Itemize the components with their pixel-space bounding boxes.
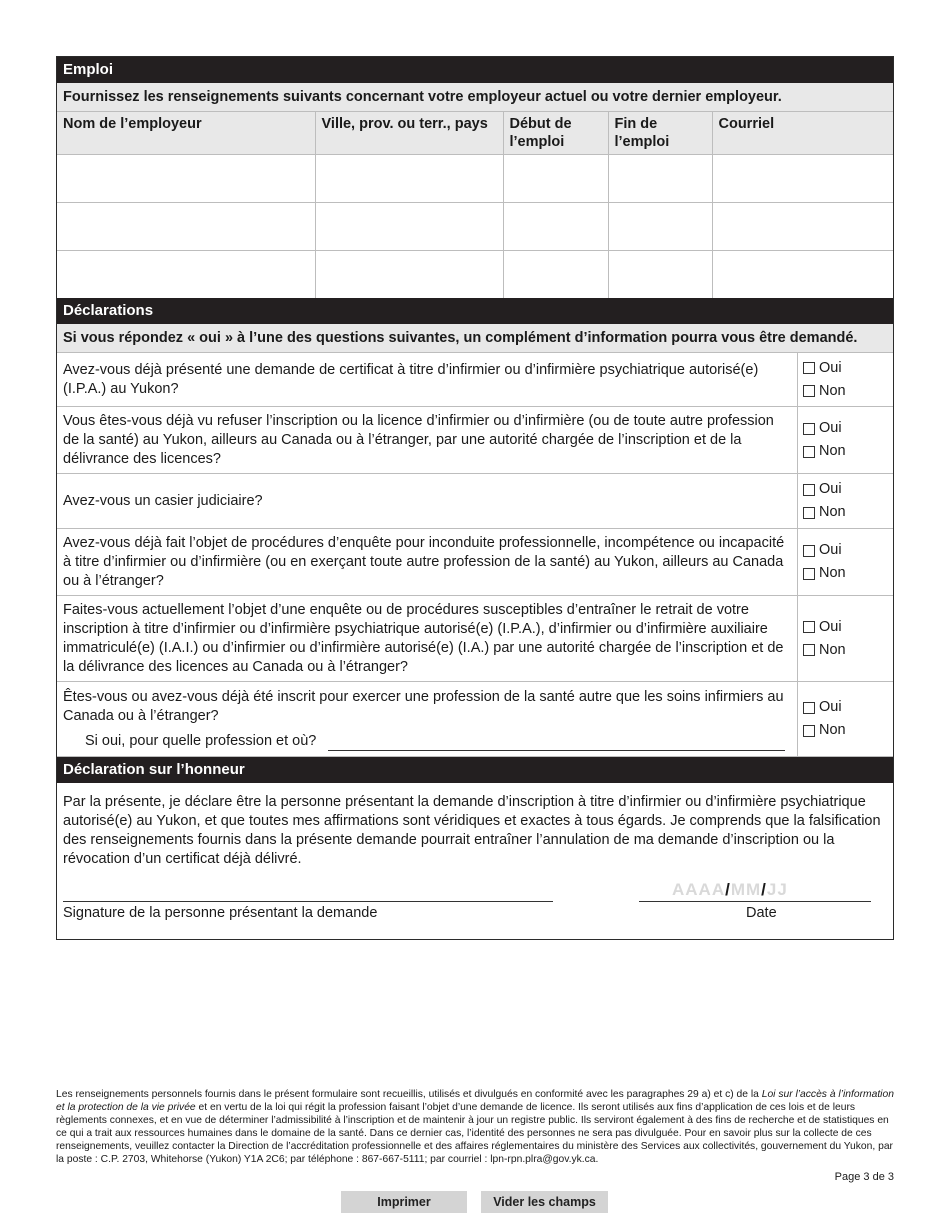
question-text: Faites-vous actuellement l’objet d’une enquête ou de procédures susceptibles d’entraîner le retrait de votre inscription à titre d’infirmier ou d’infirmière psychiatrique autorisé(e) (I.P.A.), d’infirmier ou d’infirmière auxiliaire immatriculé(e) (I.A.I.) ou d’infirmier ou d’infirmière autorisé(e) (I.A.) par une autorité chargée de l’inscription et de la délivrance des licences au Canada ou à l’étranger? [57, 596, 798, 681]
followup-row [63, 732, 791, 751]
employment-instruction: Fournissez les renseignements suivants concernant votre employeur actuel ou votre dernier employeur. [57, 83, 893, 112]
signature-row [57, 877, 893, 939]
checkbox-no[interactable] [803, 385, 815, 397]
email-input[interactable] [713, 250, 898, 299]
email-cell[interactable] [712, 203, 893, 251]
employer-name-cell[interactable] [57, 155, 315, 203]
yes-label: Oui [819, 420, 842, 436]
date-separator: / [725, 880, 731, 899]
answer-options [798, 407, 893, 473]
followup-label: Si oui, pour quelle profession et où? [85, 732, 317, 749]
date-label: Date [746, 905, 777, 921]
no-label: Non [819, 382, 846, 399]
checkbox-yes[interactable] [803, 362, 815, 374]
email-input[interactable] [713, 202, 898, 251]
column-end-date: Fin de l’emploi [608, 112, 712, 155]
yes-label: Oui [819, 542, 842, 558]
declarations-section-title: Déclarations [57, 298, 893, 324]
employer-name-input[interactable] [57, 154, 319, 203]
checkbox-no[interactable] [803, 568, 815, 580]
no-label: Non [819, 504, 846, 520]
question-text: Avez-vous déjà fait l’objet de procédures d’enquête pour inconduite professionnelle, incompétence ou incapacité à titre d’infirmier ou d’infirmière (ou en exerçant toute autre profession de la santé) au Yukon, ailleurs au Canada ou à l’étranger? [57, 529, 798, 595]
checkbox-no[interactable] [803, 725, 815, 737]
yes-option[interactable] [803, 357, 893, 380]
column-start-date: Début de l’emploi [503, 112, 608, 155]
location-cell[interactable] [315, 155, 503, 203]
email-cell[interactable] [712, 155, 893, 203]
no-label: Non [819, 641, 846, 658]
no-label: Non [819, 443, 846, 459]
employment-table [57, 112, 893, 298]
employment-section-title: Emploi [57, 57, 893, 83]
yes-label: Oui [819, 481, 842, 497]
no-label: Non [819, 565, 846, 581]
privacy-text-end: et en vertu de la loi qui régit la profession faisant l’objet d’une demande de licence. Ils seront utilisés aux fins d’application de ces lois et de leurs règlements connexes, et en vue de déterminer l’admissibilité à l’inscription et de maintenir à jour un registre public. Ils serviront également à des fins de recherche et de statistiques en ce qui a trait aux ressources humaines dans le domaine de la santé. Dans ce dernier cas, l’identité des personnes ne sera pas divulguée. Pour en savoir plus sur la collecte de ces renseignements, veuillez contacter la Direction de l’accréditation professionnelle et des affaires réglementaires du ministère des Services aux collectivités, gouvernement du Yukon, par la poste : C.P. 2703, Whitehorse (Yukon) Y1A 2C6; par téléphone : 867-667-5111; par courriel : lpn-rpn.plra@gov.yk.ca. [56, 1102, 893, 1165]
checkbox-yes[interactable] [803, 423, 815, 435]
column-location: Ville, prov. ou terr., pays [315, 112, 503, 155]
no-option[interactable] [803, 719, 893, 742]
declaration-question-2 [57, 407, 893, 474]
yes-option[interactable] [803, 417, 893, 440]
followup-input[interactable] [328, 734, 785, 751]
yes-option[interactable] [803, 696, 893, 719]
table-row [57, 203, 893, 251]
no-option[interactable] [803, 501, 893, 524]
privacy-law-title: Loi sur l’accès à l’information et la protection de la vie privée [56, 1089, 894, 1113]
answer-options [798, 474, 893, 528]
question-text: Avez-vous déjà présenté une demande de certificat à titre d’infirmier ou d’infirmière psychiatrique autorisé(e) (I.P.A.) au Yukon? [57, 353, 798, 406]
column-email: Courriel [712, 112, 893, 155]
end-date-input[interactable] [609, 250, 716, 299]
location-cell[interactable] [315, 251, 503, 299]
answer-options [798, 529, 893, 595]
start-date-cell[interactable] [503, 203, 608, 251]
employer-name-input[interactable] [57, 202, 319, 251]
email-cell[interactable] [712, 251, 893, 299]
checkbox-no[interactable] [803, 644, 815, 656]
employer-name-cell[interactable] [57, 251, 315, 299]
declaration-question-4 [57, 529, 893, 596]
table-row [57, 251, 893, 299]
end-date-cell[interactable] [608, 203, 712, 251]
location-input[interactable] [316, 202, 507, 251]
question-text: Êtes-vous ou avez-vous déjà été inscrit pour exercer une profession de la santé autre que les soins infirmiers au Canada ou à l’étranger? [63, 688, 784, 724]
end-date-cell[interactable] [608, 155, 712, 203]
yes-option[interactable] [803, 616, 893, 639]
start-date-input[interactable] [504, 250, 612, 299]
no-label: Non [819, 722, 846, 738]
signature-field[interactable] [63, 901, 553, 902]
checkbox-yes[interactable] [803, 702, 815, 714]
end-date-input[interactable] [609, 154, 716, 203]
location-input[interactable] [316, 154, 507, 203]
employer-name-cell[interactable] [57, 203, 315, 251]
clear-fields-button[interactable]: Vider les champs [481, 1191, 608, 1213]
start-date-input[interactable] [504, 154, 612, 203]
no-option[interactable] [803, 562, 893, 585]
table-row [57, 155, 893, 203]
checkbox-yes[interactable] [803, 545, 815, 557]
yes-label: Oui [819, 359, 842, 376]
privacy-notice [56, 1088, 894, 1166]
declaration-question-5 [57, 596, 893, 682]
yes-label: Oui [819, 699, 842, 715]
end-date-cell[interactable] [608, 251, 712, 299]
no-option[interactable] [803, 380, 893, 403]
date-field[interactable] [672, 880, 788, 900]
answer-options [798, 353, 893, 406]
privacy-text-start: Les renseignements personnels fournis dans le présent formulaire sont recueillis, utilisés et divulgués en conformité avec les paragraphes 29 a) et c) de la [56, 1089, 762, 1100]
honour-statement: Par la présente, je déclare être la personne présentant la demande d’inscription à titre d’infirmier ou d’infirmière psychiatrique autorisé(e) au Yukon, et que toutes mes affirmations sont véridiques et exactes à tous égards. Je comprends que la falsification des renseignements fournis dans la présente demande pourrait entraîner l’annulation de ma demande d’inscription ou la révocation d’un certificat déjà délivré. [63, 794, 881, 867]
question-text: Avez-vous un casier judiciaire? [57, 474, 798, 528]
checkbox-no[interactable] [803, 446, 815, 458]
print-button[interactable]: Imprimer [341, 1191, 467, 1213]
checkbox-no[interactable] [803, 507, 815, 519]
location-cell[interactable] [315, 203, 503, 251]
employer-name-input[interactable] [57, 250, 319, 299]
email-input[interactable] [713, 154, 898, 203]
location-input[interactable] [316, 250, 507, 299]
signature-label: Signature de la personne présentant la demande [63, 905, 378, 921]
declaration-question-6 [57, 682, 893, 757]
date-month-placeholder: MM [730, 880, 762, 899]
column-employer-name: Nom de l’employeur [57, 112, 315, 155]
end-date-input[interactable] [609, 202, 716, 251]
question-block [57, 682, 798, 756]
date-year-placeholder: AAAA [672, 880, 726, 899]
checkbox-yes[interactable] [803, 621, 815, 633]
answer-options [798, 596, 893, 681]
declaration-question-1 [57, 353, 893, 407]
date-separator: / [761, 880, 767, 899]
yes-label: Oui [819, 618, 842, 635]
question-text: Vous êtes-vous déjà vu refuser l’inscription ou la licence d’infirmier ou d’infirmière (ou de toute autre profession de la santé) au Yukon, ailleurs au Canada ou à l’étranger, par une autorité chargée de l’inscription et de la délivrance des licences? [57, 407, 798, 473]
no-option[interactable] [803, 440, 893, 463]
declarations-instruction: Si vous répondez « oui » à l’une des questions suivantes, un complément d’information pourra vous être demandé. [57, 324, 893, 353]
answer-options [798, 682, 893, 756]
employment-table-header [57, 112, 893, 155]
date-day-placeholder: JJ [766, 880, 788, 899]
start-date-cell[interactable] [503, 155, 608, 203]
no-option[interactable] [803, 639, 893, 662]
page-number: Page 3 de 3 [834, 1171, 894, 1183]
start-date-cell[interactable] [503, 251, 608, 299]
yes-option[interactable] [803, 539, 893, 562]
honour-section-title: Déclaration sur l’honneur [57, 757, 893, 783]
date-underline [639, 901, 871, 902]
yes-option[interactable] [803, 478, 893, 501]
checkbox-yes[interactable] [803, 484, 815, 496]
application-form [56, 56, 894, 940]
declaration-question-3 [57, 474, 893, 529]
start-date-input[interactable] [504, 202, 612, 251]
